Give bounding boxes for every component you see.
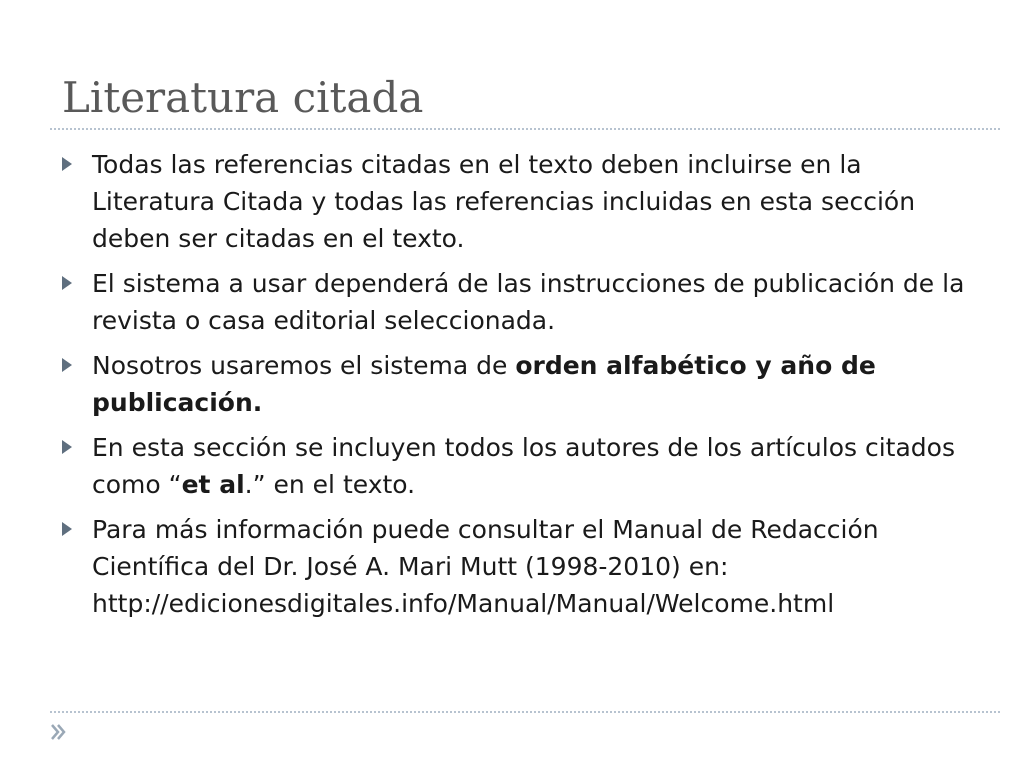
title-divider [50, 128, 1000, 130]
bullet-item [60, 347, 980, 421]
bullet-text: Nosotros usaremos el sistema de [92, 351, 516, 380]
bullet-item [60, 146, 980, 257]
bullet-item [60, 429, 980, 503]
triangle-right-icon [62, 440, 72, 454]
triangle-right-icon [62, 522, 72, 536]
bullet-text: En esta sección se incluyen todos los autores de los artículos citados como “ [92, 433, 955, 499]
triangle-right-icon [62, 157, 72, 171]
triangle-right-icon [62, 276, 72, 290]
bullet-text: Todas las referencias citadas en el texto deben incluirse en la Literatura Citada y todas las referencias incluidas en esta sección deben ser citadas en el texto. [92, 150, 916, 253]
footer-divider [50, 711, 1000, 713]
bullet-bold-text: orden alfabético y año de publicación. [92, 351, 876, 417]
slide-title: Literatura citada [62, 73, 424, 122]
bullet-item [60, 511, 980, 622]
double-chevron-right-icon[interactable] [50, 722, 66, 742]
bullet-text-tail: .” en el texto. [244, 470, 416, 499]
triangle-right-icon [62, 358, 72, 372]
bullet-bold-text: et al [181, 470, 245, 499]
bullet-text: Para más información puede consultar el Manual de Redacción Científica del Dr. José A. Mari Mutt (1998-2010) en: http://edicionesdigitales.info/Manual/Manual/Welcome.html [92, 515, 879, 618]
bullet-item [60, 265, 980, 339]
bullet-text: El sistema a usar dependerá de las instrucciones de publicación de la revista o casa editorial seleccionada. [92, 269, 965, 335]
bullet-list [60, 146, 980, 630]
